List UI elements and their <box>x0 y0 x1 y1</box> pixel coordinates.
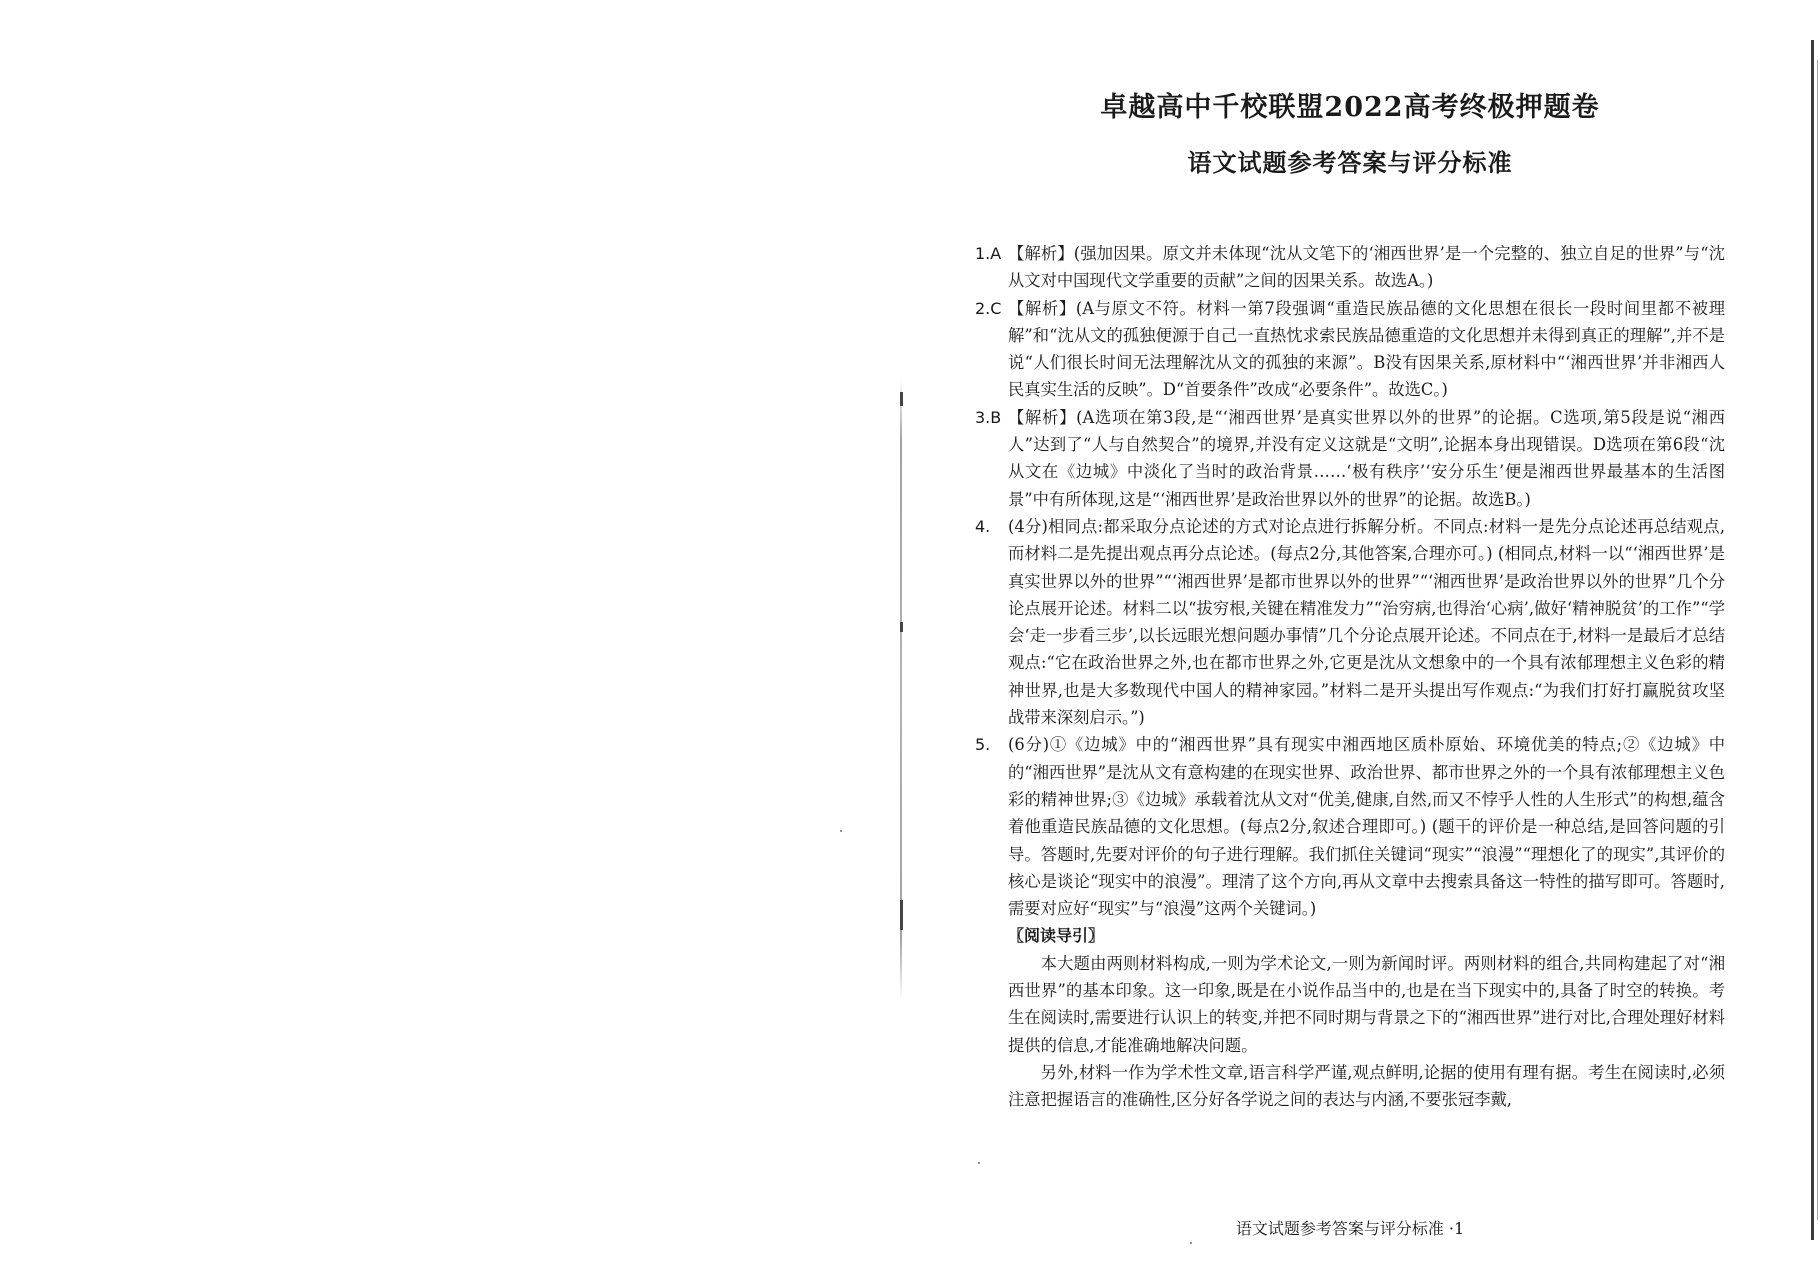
reading-guide-paragraph: 另外,材料一作为学术性文章,语言科学严谨,观点鲜明,论据的使用有理有据。考生在阅读时,必须注意把握语言的准确性,区分好各学说之间的表达与内涵,不要张冠李戴, <box>1008 1062 1725 1110</box>
answer-item-3 <box>975 404 1725 513</box>
answer-text: 【解析】(A选项在第3段,是“‘湘西世界’是真实世界以外的世界”的论据。C选项,第5段是说“湘西人”达到了“人与自然契合”的境界,并没有定义这就是“文明”,论据本身出现错误。D选项在第6段“沈从文在《边城》中淡化了当时的政治背景……‘极有秩序’‘安分乐生’便是湘西世界最基本的生活图景”中有所体现,这是“‘湘西世界’是政治世界以外的世界”的论据。故选B。) <box>1008 407 1725 509</box>
answer-text: (6分)①《边城》中的“湘西世界”具有现实中湘西地区质朴原始、环境优美的特点;②《边城》中的“湘西世界”是沈从文有意构建的在现实世界、政治世界、都市世界之外的一个具有浓郁理想主义色彩的精神世界;③《边城》承载着沈从文对“优美,健康,自然,而又不悖乎人性的人生形式”的构想,蕴含着他重造民族品德的文化思想。(每点2分,叙述合理即可。) (题干的评价是一种总结,是回答问题的引导。答题时,先要对评价的句子进行理解。我们抓住关键词“现实”“浪漫”“理想化了的现实”,其评价的核心是谈论“现实中的浪漫”。理清了这个方向,再从文章中去搜索具备这一特性的描写即可。答题时,需要对应好“现实”与“浪漫”这两个关键词。) <box>1008 735 1725 919</box>
answer-number: 2.C <box>975 298 1002 318</box>
answer-item-4 <box>975 513 1725 731</box>
page-title: 卓越高中千校联盟2022高考终极押题卷 <box>1100 92 1600 123</box>
page-edge-shadow <box>1811 40 1814 1240</box>
page-edge-line <box>1817 60 1818 1220</box>
answer-body <box>975 240 1725 1114</box>
answer-number: 3.B <box>975 407 1002 427</box>
answer-item-1 <box>975 240 1725 295</box>
fold-mark <box>900 900 903 930</box>
answer-item-5 <box>975 731 1725 922</box>
answer-text: 【解析】(强加因果。原文并未体现“沈从文笔下的‘湘西世界’是一个完整的、独立自足的世界”与“沈从文对中国现代文学重要的贡献”之间的因果关系。故选A。) <box>1008 244 1725 291</box>
fold-mark <box>900 392 903 406</box>
answer-number: 5. <box>975 735 991 755</box>
answer-text: (4分)相同点:都采取分点论述的方式对论点进行拆解分析。不同点:材料一是先分点论述再总结观点,而材料二是先提出观点再分点论述。(每点2分,其他答案,合理亦可。) (相同点,材料一以“‘湘西世界’是真实世界以外的世界”“‘湘西世界’是都市世界以外的世界”“‘湘西世界’是政治世界以外的世界”几个分论点展开论述。材料二以“拔穷根,关键在精准发力”“治穷病,也得治‘心病’,做好‘精神脱贫’的工作”“学会‘走一步看三步’,以长远眼光想问题办事情”几个分论点展开论述。不同点在于,材料一是最后才总结观点:“它在政治世界之外,也在都市世界之外,它更是沈从文想象中的一个具有浓郁理想主义色彩的精神世界,也是大多数现代中国人的精神家园。”材料二是开头提出写作观点:“为我们打好打赢脱贫攻坚战带来深刻启示。”) <box>1008 516 1725 728</box>
answer-text: 【解析】(A与原文不符。材料一第7段强调“重造民族品德的文化思想在很长一段时间里都不被理解”和“沈从文的孤独便源于自己一直热忱求索民族品德重造的文化思想并未得到真正的理解”,并不是说“人们很长时间无法理解沈从文的孤独的来源”。B没有因果关系,原材料中“‘湘西世界’并非湘西人民真实生活的反映”。D“首要条件”改成“必要条件”。故选C。) <box>1008 298 1725 400</box>
page-footer: 语文试题参考答案与评分标准 ·1 <box>1235 1219 1465 1238</box>
answer-page <box>975 75 1725 1275</box>
answer-item-2 <box>975 295 1725 404</box>
reading-guide-paragraph: 本大题由两则材料构成,一则为学术论文,一则为新闻时评。两则材料的组合,共同构建起了对“湘西世界”的基本印象。这一印象,既是在小说作品当中的,也是在当下现实中的,具备了时空的转换。考生在阅读时,需要进行认识上的转变,并把不同时期与背景之下的“湘西世界”进行对比,合理处理好材料提供的信息,才能准确地解决问题。 <box>1008 953 1725 1055</box>
page-subtitle: 语文试题参考答案与评分标准 <box>1187 148 1513 177</box>
fold-mark <box>900 622 903 632</box>
scan-speck <box>840 830 842 832</box>
reading-guide-heading: 〖阅读导引〗 <box>1008 926 1105 946</box>
answer-number: 1.A <box>975 244 1002 263</box>
answer-number: 4. <box>975 516 991 536</box>
